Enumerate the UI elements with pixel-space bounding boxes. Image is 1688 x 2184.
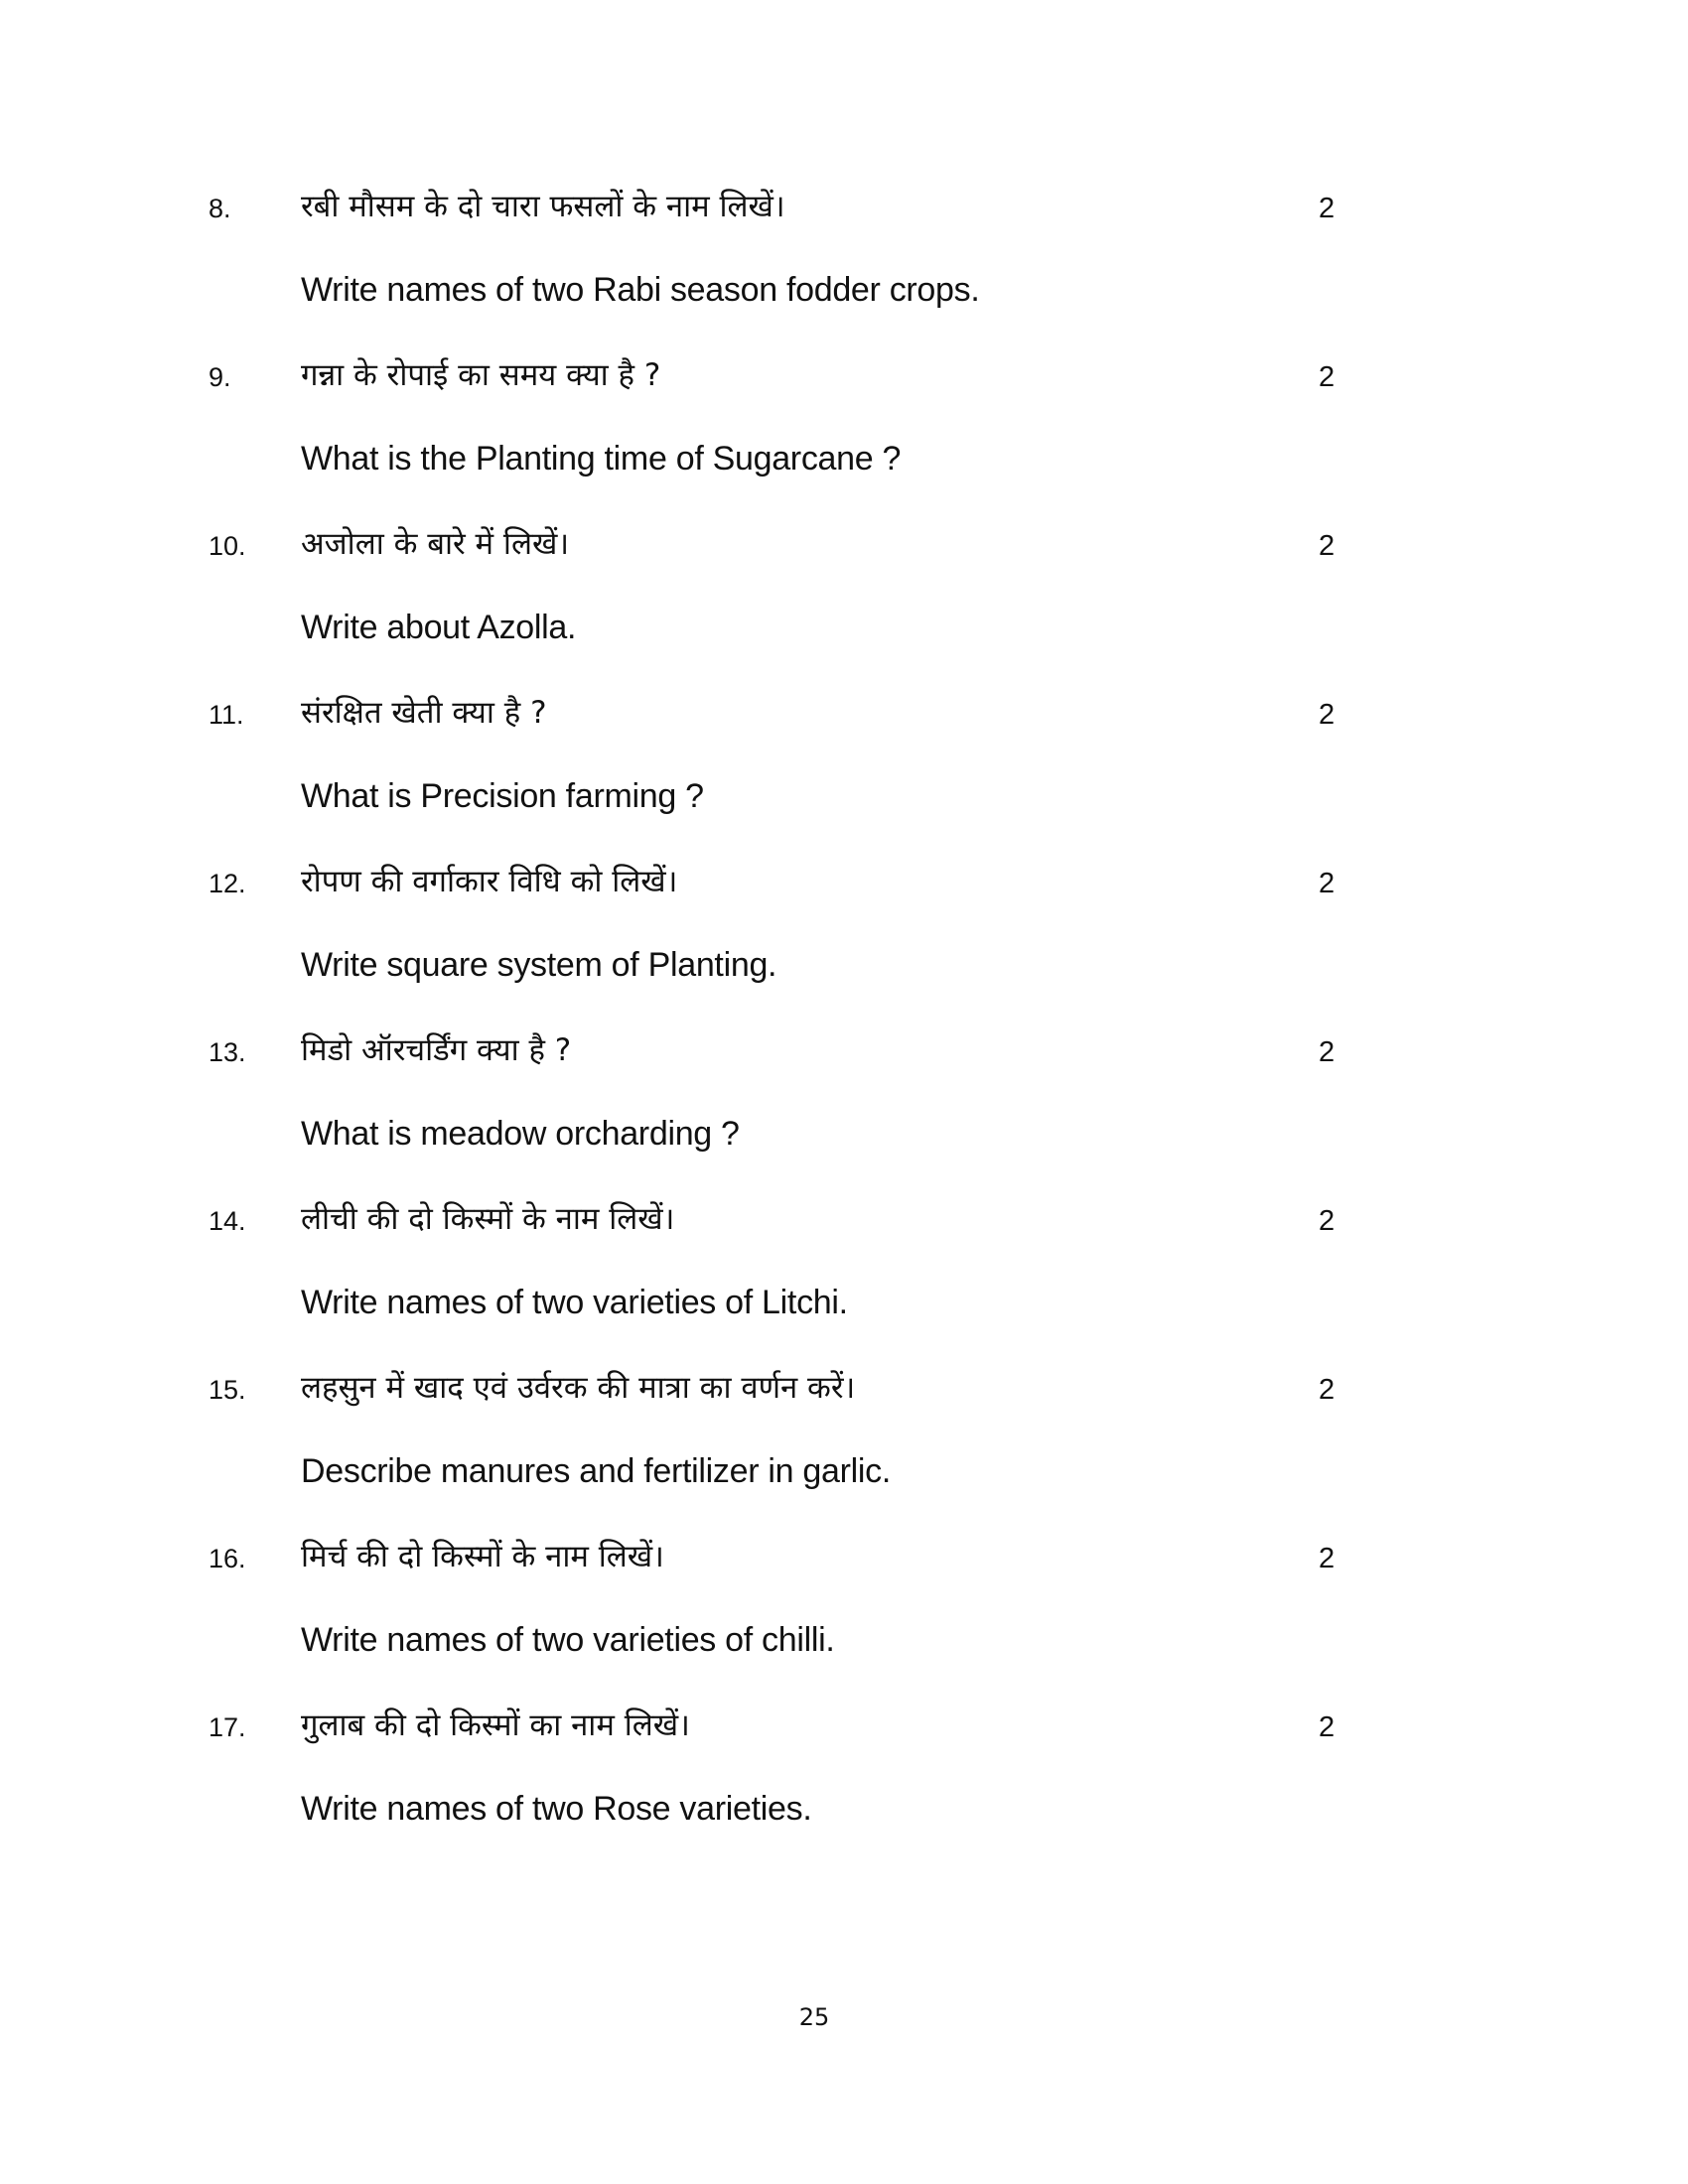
question-marks: 2 [1319, 868, 1336, 899]
question-number: 11. [209, 700, 244, 730]
question-item [0, 191, 1688, 359]
question-number: 10. [209, 531, 246, 561]
question-text-english: Write square system of Planting. [301, 946, 777, 984]
question-text-english: What is meadow orcharding ? [301, 1115, 740, 1153]
question-text-hindi: मिडो ऑरचर्डिंग क्या है ? [301, 1032, 572, 1068]
question-text-hindi: संरक्षित खेती क्या है ? [301, 695, 547, 731]
question-marks: 2 [1319, 699, 1336, 731]
question-text-english: Write names of two Rose varieties. [301, 1790, 812, 1828]
question-text-hindi: लहसुन में खाद एवं उर्वरक की मात्रा का वर्णन करें। [301, 1370, 856, 1406]
question-marks: 2 [1319, 1543, 1336, 1574]
question-marks: 2 [1319, 1036, 1336, 1068]
page-number: 25 [798, 2003, 830, 2031]
question-marks: 2 [1319, 193, 1336, 224]
question-number: 17. [209, 1712, 246, 1742]
question-item [0, 1709, 1688, 1878]
question-number: 12. [209, 869, 246, 898]
question-text-english: What is the Planting time of Sugarcane ? [301, 440, 902, 478]
question-text-english: Describe manures and fertilizer in garlic. [301, 1452, 891, 1490]
question-number: 8. [209, 194, 231, 223]
question-text-hindi: रबी मौसम के दो चारा फसलों के नाम लिखें। [301, 189, 785, 224]
question-item [0, 528, 1688, 697]
question-text-english: Write names of two varieties of chilli. [301, 1621, 835, 1659]
question-number: 13. [209, 1037, 246, 1067]
question-text-hindi: लीची की दो किस्मों के नाम लिखें। [301, 1201, 675, 1237]
question-item [0, 1203, 1688, 1372]
question-number: 9. [209, 362, 231, 392]
question-marks: 2 [1319, 1711, 1336, 1743]
question-number: 16. [209, 1544, 246, 1573]
question-text-english: Write about Azolla. [301, 609, 577, 646]
question-text-english: What is Precision farming ? [301, 777, 704, 815]
question-number: 15. [209, 1375, 246, 1405]
question-text-english: Write names of two varieties of Litchi. [301, 1284, 848, 1321]
question-text-hindi: गन्ना के रोपाई का समय क्या है ? [301, 357, 661, 393]
question-item [0, 1034, 1688, 1203]
question-item [0, 1541, 1688, 1709]
question-marks: 2 [1319, 530, 1336, 562]
question-text-hindi: रोपण की वर्गाकार विधि को लिखें। [301, 864, 678, 899]
question-item [0, 866, 1688, 1034]
question-number: 14. [209, 1206, 246, 1236]
question-marks: 2 [1319, 1374, 1336, 1406]
question-marks: 2 [1319, 361, 1336, 393]
question-text-hindi: अजोला के बारे में लिखें। [301, 526, 570, 562]
question-text-english: Write names of two Rabi season fodder crops. [301, 271, 980, 309]
question-text-hindi: मिर्च की दो किस्मों के नाम लिखें। [301, 1539, 664, 1574]
question-marks: 2 [1319, 1205, 1336, 1237]
question-item [0, 697, 1688, 866]
question-item [0, 1372, 1688, 1541]
question-text-hindi: गुलाब की दो किस्मों का नाम लिखें। [301, 1707, 690, 1743]
question-item [0, 359, 1688, 528]
